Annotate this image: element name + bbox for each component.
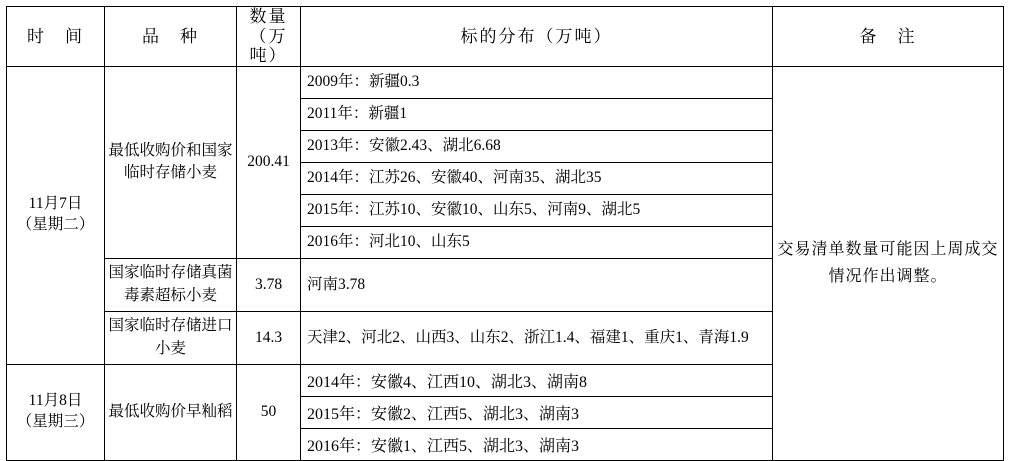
table-row (7, 66, 1004, 258)
cell-variety-name: 最低收购价和国家临时存储小麦 (105, 66, 237, 258)
header-time: 时 间 (7, 7, 105, 67)
table-header-row (7, 7, 1004, 67)
cell-variety-name: 国家临时存储进口小麦 (105, 311, 237, 364)
distribution-row: 2014年：江苏26、安徽40、河南35、湖北35 (301, 162, 772, 194)
cell-variety-quantity: 3.78 (237, 258, 301, 311)
cell-date-day2 (7, 364, 105, 460)
date-line2: （星期三） (16, 413, 95, 431)
cell-distribution (301, 311, 773, 364)
cell-date-day1 (7, 66, 105, 364)
distribution-row: 2009年：新疆0.3 (301, 67, 772, 99)
distribution-list (301, 312, 772, 364)
header-quantity (237, 7, 301, 67)
cell-distribution: 2014年：安徽4、江西10、湖北3、湖南8 (301, 364, 773, 396)
date-line1: 11月8日 (28, 392, 83, 410)
date-line1: 11月7日 (28, 195, 83, 213)
header-quantity-line2: （万吨） (249, 26, 288, 66)
cell-variety-quantity: 200.41 (237, 66, 301, 258)
header-kind: 品 种 (105, 7, 237, 67)
distribution-row: 2015年：江苏10、安徽10、山东5、河南9、湖北5 (301, 194, 772, 226)
header-distribution: 标的分布（万吨） (301, 7, 773, 67)
distribution-row: 河南3.78 (307, 275, 366, 293)
distribution-row: 2011年：新疆1 (301, 98, 772, 130)
date-line2: （星期二） (16, 216, 95, 234)
cell-variety-quantity: 14.3 (237, 311, 301, 364)
cell-distribution (301, 258, 773, 311)
distribution-list (301, 259, 772, 311)
cell-variety-name: 最低收购价早籼稻 (105, 364, 237, 460)
auction-schedule-table (6, 6, 1004, 461)
distribution-list (301, 67, 772, 258)
cell-note: 交易清单数量可能因上周成交情况作出调整。 (773, 66, 1004, 460)
cell-variety-quantity: 50 (237, 364, 301, 460)
cell-distribution: 2016年：安徽1、江西5、湖北3、湖南3 (301, 428, 773, 460)
cell-distribution (301, 66, 773, 258)
distribution-row: 2016年：河北10、山东5 (307, 233, 470, 251)
cell-distribution: 2015年：安徽2、江西5、湖北3、湖南3 (301, 396, 773, 428)
distribution-row: 2013年：安徽2.43、湖北6.68 (301, 130, 772, 162)
header-quantity-line1: 数量 (249, 7, 288, 26)
cell-variety-name: 国家临时存储真菌毒素超标小麦 (105, 258, 237, 311)
distribution-row: 天津2、河北2、山西3、山东2、浙江1.4、福建1、重庆1、青海1.9 (307, 328, 749, 346)
header-note: 备 注 (773, 7, 1004, 67)
